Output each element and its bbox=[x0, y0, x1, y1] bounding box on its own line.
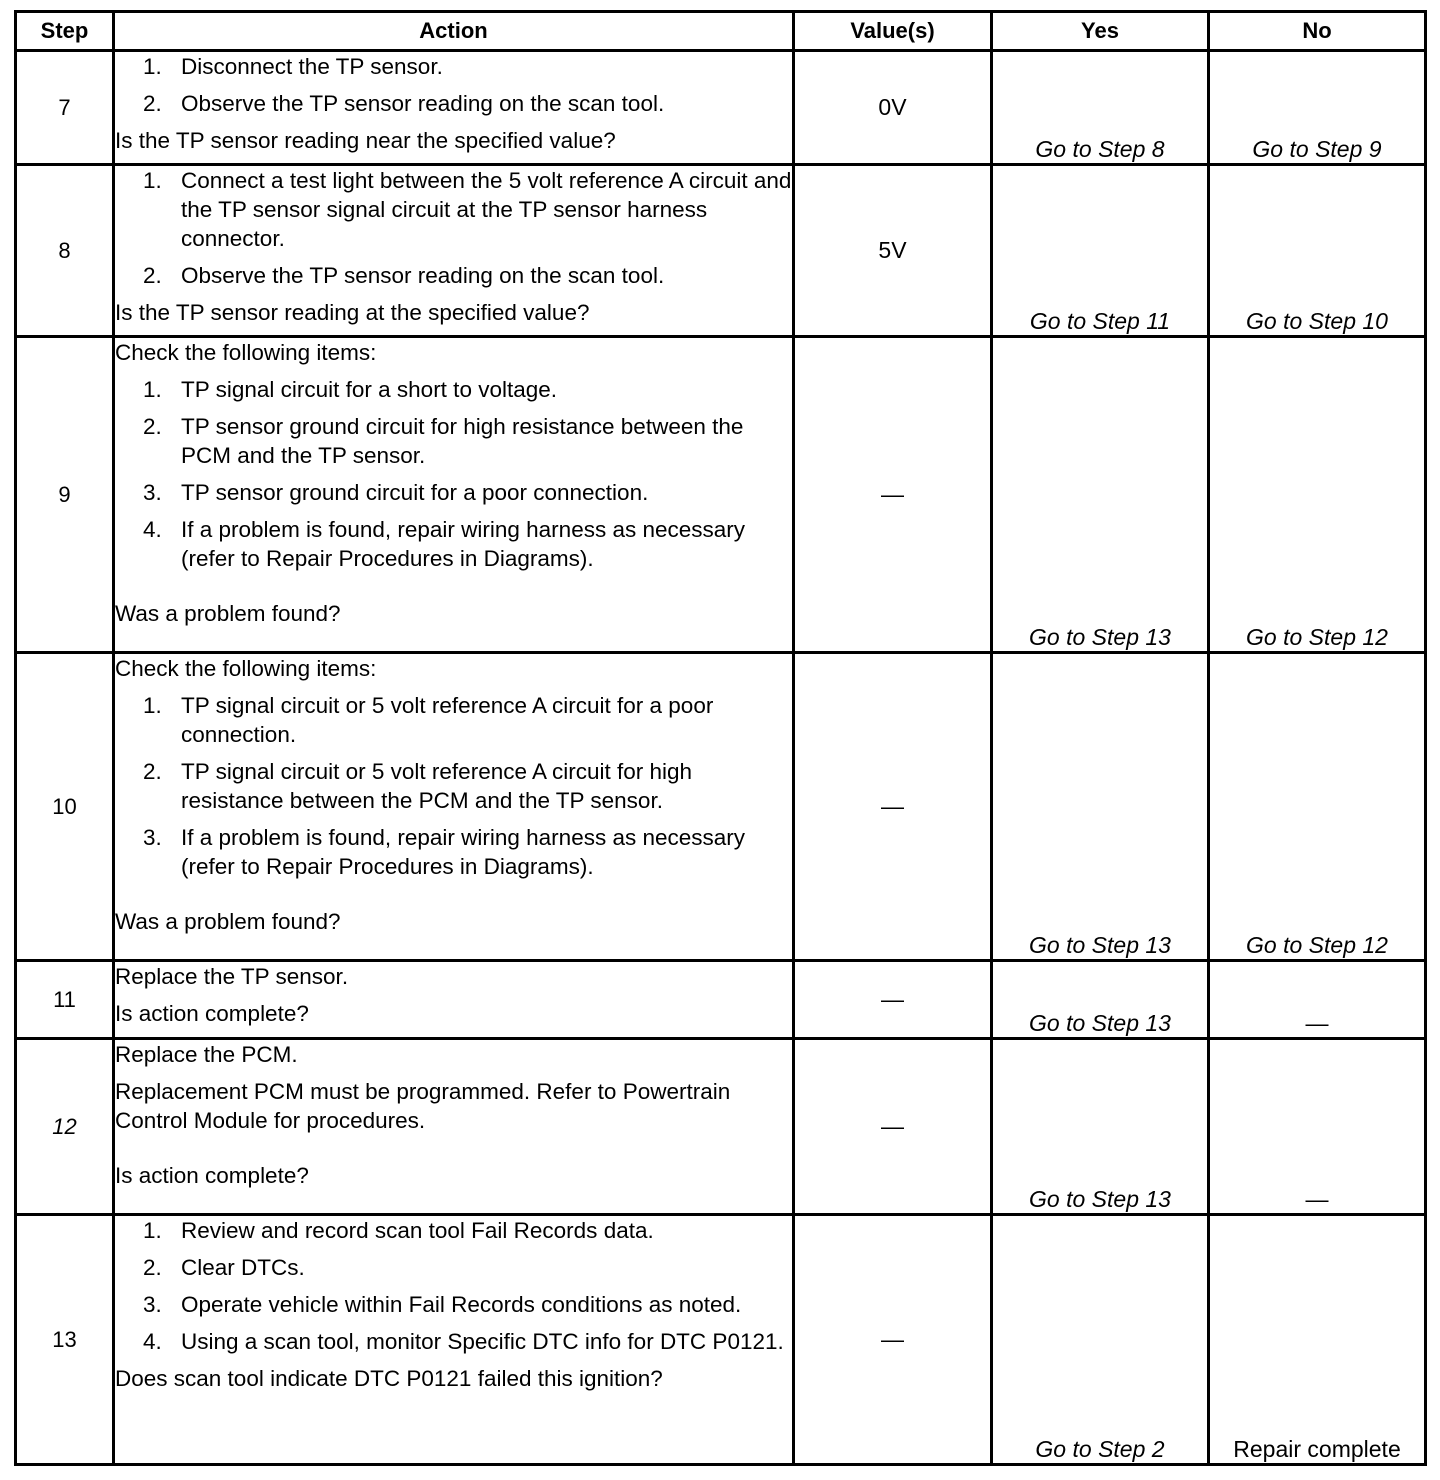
list-item-number: 1. bbox=[143, 168, 162, 193]
table-row bbox=[16, 1039, 1426, 1215]
list-item bbox=[115, 515, 792, 573]
table-row bbox=[16, 51, 1426, 165]
action-intro: Replace the PCM. bbox=[115, 1042, 298, 1067]
step-number: 10 bbox=[16, 653, 114, 961]
table-row bbox=[16, 1215, 1426, 1465]
header-yes: Yes bbox=[992, 12, 1209, 51]
header-action: Action bbox=[114, 12, 794, 51]
no-cell: — bbox=[1209, 1039, 1426, 1215]
yes-cell: Go to Step 13 bbox=[992, 1039, 1209, 1215]
table-row bbox=[16, 961, 1426, 1039]
list-item-number: 1. bbox=[143, 693, 162, 718]
list-item bbox=[115, 412, 792, 470]
value-cell: — bbox=[794, 1039, 992, 1215]
action-question: Was a problem found? bbox=[115, 601, 341, 626]
value-cell: — bbox=[794, 337, 992, 653]
list-item-text: Observe the TP sensor reading on the scan tool. bbox=[181, 263, 665, 288]
list-item-text: TP sensor ground circuit for a poor connection. bbox=[181, 480, 649, 505]
header-values: Value(s) bbox=[794, 12, 992, 51]
list-item-text: TP signal circuit or 5 volt reference A circuit for a poor connection. bbox=[181, 693, 714, 747]
list-item-number: 3. bbox=[143, 480, 162, 505]
table-row bbox=[16, 337, 1426, 653]
list-item bbox=[115, 52, 792, 81]
list-item bbox=[115, 1327, 792, 1356]
list-item-number: 1. bbox=[143, 54, 162, 79]
action-intro: Check the following items: bbox=[115, 340, 377, 365]
action-intro: Replace the TP sensor. bbox=[115, 964, 349, 989]
table-row bbox=[16, 165, 1426, 337]
list-item-number: 1. bbox=[143, 377, 162, 402]
list-item-number: 4. bbox=[143, 517, 162, 542]
value-cell: — bbox=[794, 653, 992, 961]
action-cell bbox=[114, 653, 794, 961]
action-list bbox=[115, 1216, 792, 1356]
list-item bbox=[115, 757, 792, 815]
action-cell bbox=[114, 961, 794, 1039]
action-cell bbox=[114, 1039, 794, 1215]
list-item-number: 2. bbox=[143, 91, 162, 116]
list-item-text: Operate vehicle within Fail Records conditions as noted. bbox=[181, 1292, 742, 1317]
action-note: Replacement PCM must be programmed. Refer to Powertrain Control Module for procedures. bbox=[115, 1079, 731, 1133]
action-cell bbox=[114, 51, 794, 165]
action-list bbox=[115, 52, 792, 118]
header-row bbox=[16, 12, 1426, 51]
list-item-number: 2. bbox=[143, 1255, 162, 1280]
no-cell: Go to Step 9 bbox=[1209, 51, 1426, 165]
action-cell bbox=[114, 165, 794, 337]
list-item-text: TP signal circuit for a short to voltage. bbox=[181, 377, 558, 402]
list-item bbox=[115, 89, 792, 118]
list-item-text: Clear DTCs. bbox=[181, 1255, 305, 1280]
list-item-text: TP signal circuit or 5 volt reference A circuit for high resistance between the PCM and the TP sensor. bbox=[181, 759, 693, 813]
table-row bbox=[16, 653, 1426, 961]
list-item-text: Disconnect the TP sensor. bbox=[181, 54, 443, 79]
action-list bbox=[115, 691, 792, 881]
yes-cell: Go to Step 2 bbox=[992, 1215, 1209, 1465]
no-cell: Repair complete bbox=[1209, 1215, 1426, 1465]
list-item-text: If a problem is found, repair wiring harness as necessary (refer to Repair Procedures in Diagrams). bbox=[181, 517, 746, 571]
list-item-text: Observe the TP sensor reading on the scan tool. bbox=[181, 91, 665, 116]
list-item-text: Connect a test light between the 5 volt reference A circuit and the TP sensor signal circuit at the TP sensor harness connector. bbox=[181, 168, 792, 251]
step-number: 12 bbox=[16, 1039, 114, 1215]
no-cell: Go to Step 12 bbox=[1209, 653, 1426, 961]
list-item-text: If a problem is found, repair wiring harness as necessary (refer to Repair Procedures in Diagrams). bbox=[181, 825, 746, 879]
step-number: 7 bbox=[16, 51, 114, 165]
list-item-number: 4. bbox=[143, 1329, 162, 1354]
list-item bbox=[115, 478, 792, 507]
header-step: Step bbox=[16, 12, 114, 51]
yes-cell: Go to Step 13 bbox=[992, 961, 1209, 1039]
yes-cell: Go to Step 11 bbox=[992, 165, 1209, 337]
yes-cell: Go to Step 8 bbox=[992, 51, 1209, 165]
action-question: Is action complete? bbox=[115, 1163, 309, 1188]
list-item bbox=[115, 691, 792, 749]
yes-cell: Go to Step 13 bbox=[992, 337, 1209, 653]
list-item-number: 2. bbox=[143, 263, 162, 288]
list-item bbox=[115, 1253, 792, 1282]
action-question: Does scan tool indicate DTC P0121 failed this ignition? bbox=[115, 1366, 663, 1391]
action-intro: Check the following items: bbox=[115, 656, 377, 681]
diagnostic-table bbox=[14, 10, 1427, 1466]
action-cell bbox=[114, 337, 794, 653]
list-item-text: Using a scan tool, monitor Specific DTC info for DTC P0121. bbox=[181, 1329, 784, 1354]
no-cell: Go to Step 10 bbox=[1209, 165, 1426, 337]
value-cell: 0V bbox=[794, 51, 992, 165]
action-question: Is the TP sensor reading near the specified value? bbox=[115, 128, 616, 153]
step-number: 8 bbox=[16, 165, 114, 337]
list-item bbox=[115, 261, 792, 290]
header-no: No bbox=[1209, 12, 1426, 51]
list-item-text: TP sensor ground circuit for high resistance between the PCM and the TP sensor. bbox=[181, 414, 744, 468]
list-item-number: 2. bbox=[143, 414, 162, 439]
action-list bbox=[115, 166, 792, 290]
step-number: 9 bbox=[16, 337, 114, 653]
value-cell: — bbox=[794, 961, 992, 1039]
value-cell: 5V bbox=[794, 165, 992, 337]
list-item-number: 3. bbox=[143, 1292, 162, 1317]
list-item bbox=[115, 166, 792, 253]
action-question: Was a problem found? bbox=[115, 909, 341, 934]
action-list bbox=[115, 375, 792, 573]
action-question: Is action complete? bbox=[115, 1001, 309, 1026]
list-item-number: 2. bbox=[143, 759, 162, 784]
step-number: 11 bbox=[16, 961, 114, 1039]
no-cell: — bbox=[1209, 961, 1426, 1039]
list-item bbox=[115, 375, 792, 404]
list-item-text: Review and record scan tool Fail Records data. bbox=[181, 1218, 654, 1243]
yes-cell: Go to Step 13 bbox=[992, 653, 1209, 961]
list-item-number: 1. bbox=[143, 1218, 162, 1243]
no-cell: Go to Step 12 bbox=[1209, 337, 1426, 653]
list-item bbox=[115, 823, 792, 881]
step-number: 13 bbox=[16, 1215, 114, 1465]
list-item bbox=[115, 1290, 792, 1319]
action-question: Is the TP sensor reading at the specified value? bbox=[115, 300, 590, 325]
list-item-number: 3. bbox=[143, 825, 162, 850]
action-cell bbox=[114, 1215, 794, 1465]
value-cell: — bbox=[794, 1215, 992, 1465]
list-item bbox=[115, 1216, 792, 1245]
